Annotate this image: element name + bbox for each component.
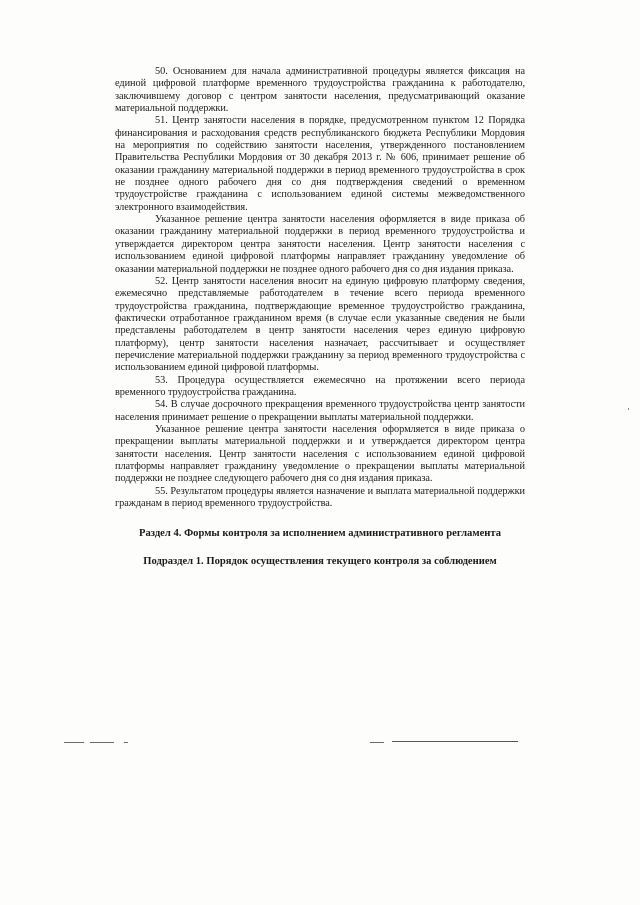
paragraph-51-decision: Указанное решение центра занятости населения оформляется в виде приказа об оказании гражданину материальной поддержки в период временного трудоустройства и утверждается директором центра занятости населения. Центр занятости населения с использованием единой цифровой платформы направляет гражданину уведомление об оказании материальной поддержки не позднее одного рабочего дня со дня издания приказа. bbox=[115, 214, 525, 275]
document-body bbox=[115, 66, 525, 568]
scan-artifact-dot bbox=[628, 408, 629, 410]
scan-artifact-line-left-3 bbox=[124, 742, 128, 743]
paragraph-50: 50. Основанием для начала административной процедуры является фиксация на единой цифровой платформе временного трудоустройства гражданина к работодателю, заключившему договор с центром занятости населения, предусматривающий оказание материальной поддержки. bbox=[115, 66, 525, 115]
scan-artifact-line-left bbox=[64, 742, 84, 743]
paragraph-54-decision: Указанное решение центра занятости населения оформляется в виде приказа о прекращении выплаты материальной поддержки и и утверждается директором центра занятости населения. Центр занятости населения с использованием единой цифровой платформы направляет гражданину уведомление о прекращении выплаты материальной поддержки не позднее следующего рабочего дня со дня издания приказа. bbox=[115, 423, 525, 485]
scan-artifact-line-right-2 bbox=[392, 741, 518, 742]
scan-artifact-line-left-2 bbox=[90, 742, 114, 743]
paragraph-53: 53. Процедура осуществляется ежемесячно на протяжении всего периода временного трудоустройства гражданина. bbox=[115, 374, 525, 398]
paragraph-51: 51. Центр занятости населения в порядке, предусмотренном пунктом 12 Порядка финансирования и расходования средств республиканского бюджета Республики Мордовия на мероприятия по содействию занятости населения, утвержденного постановлением Правительства Республики Мордовия от 30 декабря 2013 г. № 606, принимает решение об оказании гражданину материальной поддержки в период временного трудоустройства в срок не позднее одного рабочего дня со дня подтверждения сведений о временном трудоустройстве гражданина с использованием единой системы межведомственного электронного взаимодействия. bbox=[115, 115, 525, 213]
scan-artifact-line-right bbox=[370, 742, 384, 743]
section-heading: Раздел 4. Формы контроля за исполнением административного регламента bbox=[138, 528, 502, 540]
paragraph-54: 54. В случае досрочного прекращения временного трудоустройства центр занятости населения принимает решение о прекращении выплаты материальной поддержки. bbox=[115, 399, 525, 423]
paragraph-55: 55. Результатом процедуры является назначение и выплата материальной поддержки гражданам в период временного трудоустройства. bbox=[115, 485, 525, 510]
paragraph-52: 52. Центр занятости населения вносит на единую цифровую платформу сведения, ежемесячно представляемые работодателем в течение всего периода временного трудоустройства гражданина, подтверждающие временное трудоустройство гражданина, фактически отработанное гражданином время (в случае если указанные сведения не были представлены работодателем в центр занятости населения через единую цифровую платформу), центр занятости населения назначает, рассчитывает и осуществляет перечисление материальной поддержки гражданину за период временного трудоустройства с использованием единой цифровой платформы. bbox=[115, 275, 525, 374]
subsection-heading: Подраздел 1. Порядок осуществления текущего контроля за соблюдением bbox=[143, 555, 497, 567]
